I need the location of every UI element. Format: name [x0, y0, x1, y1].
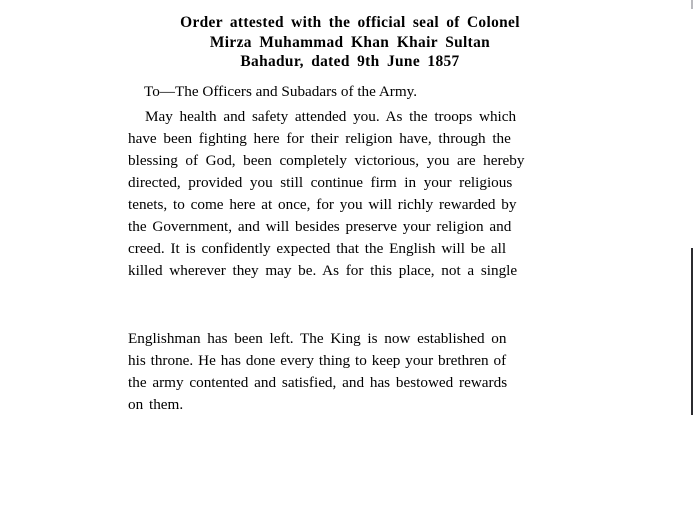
scan-artifact-edge-line — [691, 248, 693, 415]
paragraph-two — [128, 328, 572, 416]
paragraph-line: the army contented and satisfied, and has bestowed rewards — [128, 373, 508, 391]
text-column — [128, 0, 572, 416]
paragraph-line: blessing of God, been completely victorious, you are hereby — [128, 151, 525, 169]
paragraph-line: Englishman has been left. The King is now established on — [128, 329, 507, 347]
paragraph-line: on them. — [128, 395, 184, 413]
paragraph-line: have been fighting here for their religion have, through the — [128, 129, 511, 147]
document-heading — [128, 0, 572, 72]
paragraph-block-gap — [128, 283, 572, 328]
paragraph-line: his throne. He has done every thing to keep your brethren of — [128, 351, 507, 369]
paragraph-line: May health and safety attended you. As the troops which — [145, 107, 517, 125]
paragraph-line: killed wherever they may be. As for this place, not a single — [128, 262, 518, 280]
paragraph-line: directed, provided you still continue firm in your religious — [128, 174, 513, 192]
paragraph-line: tenets, to come here at once, for you will richly rewarded by — [128, 196, 517, 214]
heading-line-1: Order attested with the official seal of Colonel — [180, 14, 520, 31]
paragraph-line: creed. It is confidently expected that the English will be all — [128, 240, 507, 258]
salutation-line: To—The Officers and Subadars of the Army. — [144, 82, 418, 100]
scan-artifact-top-mark — [691, 0, 693, 9]
heading-line-3: Bahadur, dated 9th June 1857 — [240, 53, 460, 71]
paragraph-line: the Government, and will besides preserve your religion and — [128, 218, 512, 236]
heading-line-2: Mirza Muhammad Khan Khair Sultan — [209, 33, 491, 51]
paragraph-one — [128, 103, 572, 283]
